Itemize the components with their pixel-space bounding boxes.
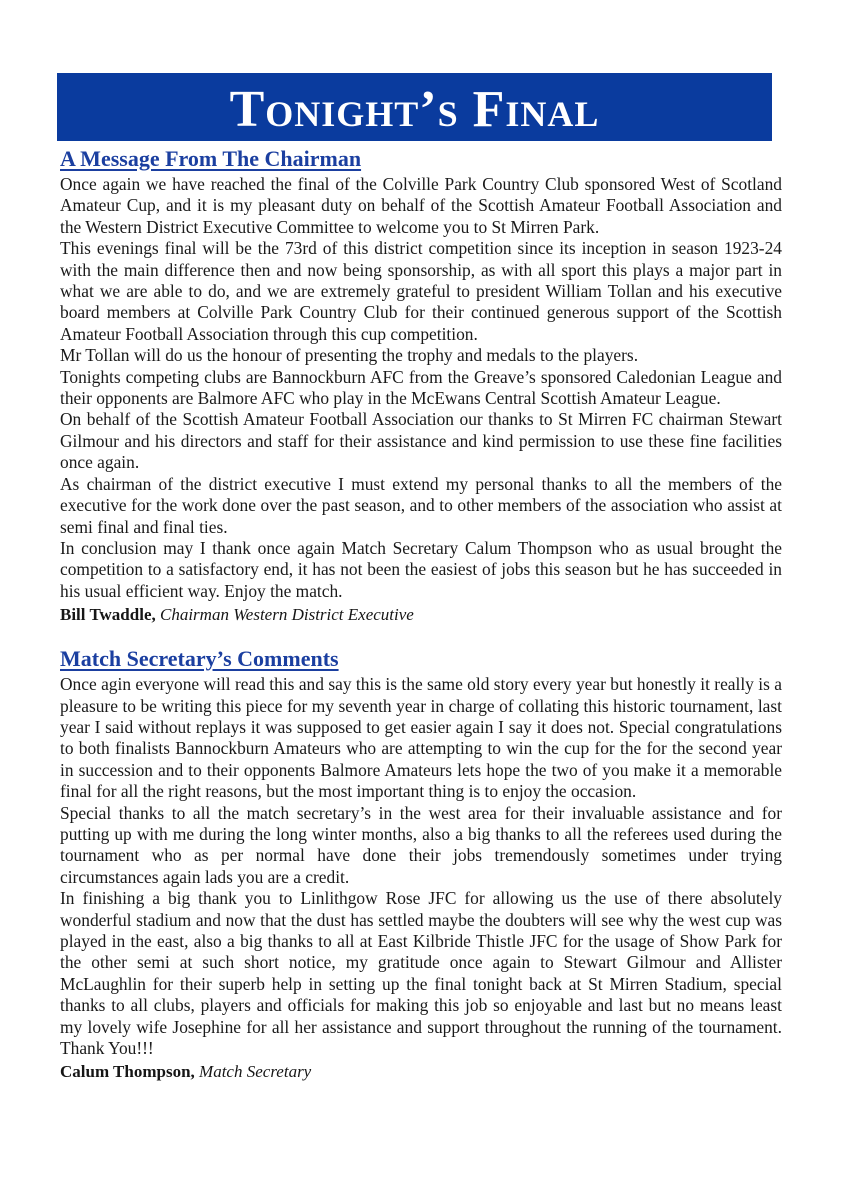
- chairman-paragraph: Once again we have reached the final of the Colville Park Country Club sponsored West of Scotland Amateur Cup, and it is my pleasant duty on behalf of the Scottish Amateur Football Association and the Western District Executive Committee to welcome you to St Mirren Park.: [60, 174, 782, 237]
- secretary-paragraph: Special thanks to all the match secretary’s in the west area for their invaluable assistance and for putting up with me during the long winter months, also a big thanks to all the referees used during the tournament who as per normal have done their jobs tremendously sometimes under trying circumstances again lads you are a credit.: [60, 802, 782, 887]
- secretary-heading: Match Secretary’s Comments: [60, 646, 339, 672]
- secretary-signature: [60, 1060, 782, 1084]
- chairman-paragraph: On behalf of the Scottish Amateur Football Association our thanks to St Mirren FC chairman Stewart Gilmour and his directors and staff for their assistance and kind permission to use these fine facilities once again.: [60, 409, 782, 473]
- chairman-heading: A Message From The Chairman: [60, 146, 362, 171]
- chairman-paragraph: In conclusion may I thank once again Match Secretary Calum Thompson who as usual brought the competition to a satisfactory end, it has not been the easiest of jobs this season but he has succeeded in his usual efficient way. Enjoy the match.: [60, 537, 782, 601]
- title-banner: [57, 73, 772, 141]
- chairman-paragraph: As chairman of the district executive I must extend my personal thanks to all the members of the executive for the work done over the past season, and to other members of the association who assist at semi final and final ties.: [60, 473, 782, 537]
- secretary-paragraph: Once agin everyone will read this and say this is the same old story every year but honestly it really is a pleasure to be writing this piece for my seventh year in charge of collating this historic tournament, last year I said without replays it was supposed to get easier again I say it does not. Special congratulations to both finalists Bannockburn Amateurs who are attempting to win the cup for the for the second year in succession and to their opponents Balmore Amateurs lets hope the two of you make it a memorable final for all the right reasons, but the most important thing is to enjoy the occasion.: [60, 674, 782, 802]
- chairman-signature: [60, 603, 782, 627]
- chairman-signature-name: Bill Twaddle,: [60, 605, 156, 625]
- chairman-paragraph: Tonights competing clubs are Bannockburn AFC from the Greave’s sponsored Caledonian League and their opponents are Balmore AFC who play in the McEwans Central Scottish Amateur League.: [60, 366, 782, 409]
- section-spacer: [60, 627, 782, 646]
- secretary-signature-name: Calum Thompson,: [60, 1062, 195, 1082]
- chairman-paragraph: Mr Tollan will do us the honour of presenting the trophy and medals to the players.: [60, 345, 639, 366]
- secretary-signature-role: Match Secretary: [199, 1062, 312, 1082]
- chairman-paragraph: This evenings final will be the 73rd of this district competition since its inception in season 1923-24 with the main difference then and now being sponsorship, as with all sport this plays a major part in what we are able to do, and we are extremely grateful to president William Tollan and his executive board members at Colville Park Country Club for their continued generous support of the Scottish Amateur Football Association through this cup competition.: [60, 238, 782, 344]
- page-title: Tonight’s Final: [229, 80, 600, 138]
- secretary-paragraph: In finishing a big thank you to Linlithgow Rose JFC for allowing us the use of there absolutely wonderful stadium and now that the dust has settled maybe the doubters will see why the west cup was played in the east, also a big thanks to all at East Kilbride Thistle JFC for the usage of Show Park for the other semi at such short notice, my gratitude once again to Stewart Gilmour and Allister McLaughlin for their superb help in setting up the final tonight back at St Mirren Stadium, special thanks to all clubs, players and officials for making this job so enjoyable and last but no means least my lovely wife Josephine for all her assistance and support throughout the running of the tournament. Thank You!!!: [60, 888, 782, 1059]
- chairman-signature-role: Chairman Western District Executive: [159, 605, 414, 625]
- article-body: [60, 146, 782, 1084]
